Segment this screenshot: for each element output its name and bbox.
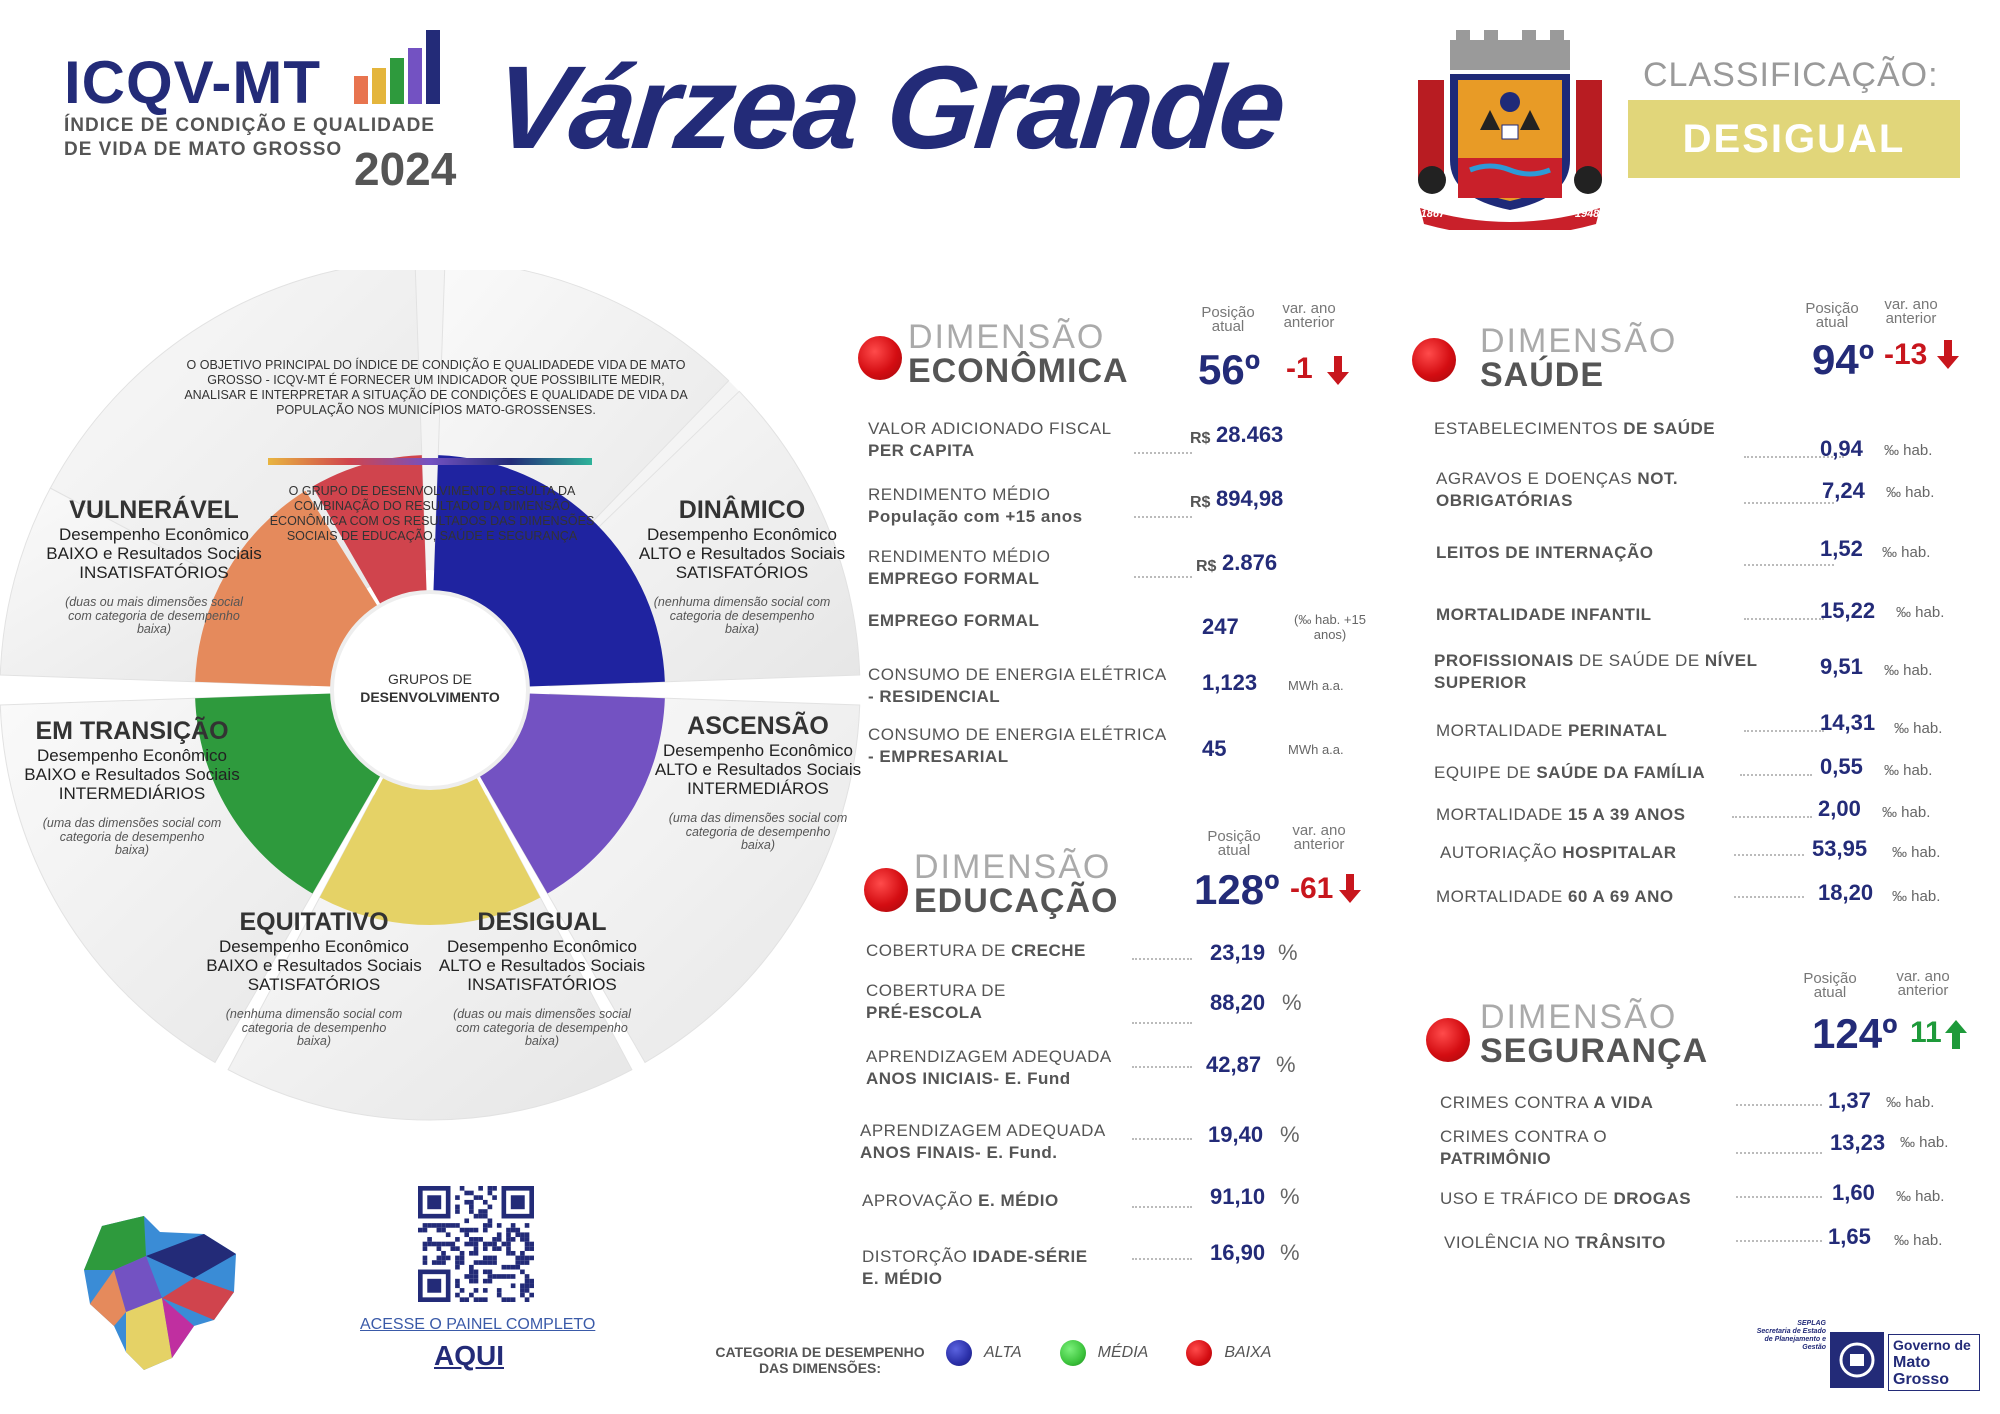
economica-position: 56º <box>1198 346 1261 393</box>
indicator-value: 0,94 <box>1820 436 1863 461</box>
indicator-value: 16,90 <box>1210 1240 1266 1265</box>
indicator-row: PROFISSIONAIS DE SAÚDE DE NÍVEL SUPERIOR <box>1434 651 1758 692</box>
seguranca-variation-label: var. ano anterior <box>1896 968 1950 999</box>
legend-dot-icon <box>1060 1340 1086 1366</box>
gov-logo-text: Governo de Mato Grosso <box>1888 1334 1980 1391</box>
educacao-position-label: Posição atual <box>1207 828 1261 859</box>
seplag-logo: SEPLAG Secretaria de Estado de Planejamento e Gestão <box>1756 1320 1826 1351</box>
arrow-down-icon <box>1936 340 1960 370</box>
indicator-row: RENDIMENTO MÉDIO População com +15 anos <box>868 485 1083 526</box>
legend-label: CATEGORIA DE DESEMPENHO DAS DIMENSÕES: <box>715 1344 925 1376</box>
indicator-value: 91,10 <box>1210 1184 1266 1209</box>
economica-variation-label: var. ano anterior <box>1282 300 1336 331</box>
group-equitativo: EQUITATIVO Desempenho Econômico BAIXO e Resultados Sociais SATISFATÓRIOS (nenhuma dimensão social com categoria de desempenho baixa) <box>206 908 422 1048</box>
brand-title: ICQV-MT <box>64 49 321 116</box>
indicator-value: 1,52 <box>1820 536 1863 561</box>
educacao-variation-label: var. ano anterior <box>1292 822 1346 853</box>
indicator-value: 14,31 <box>1820 710 1876 735</box>
group-description: O GRUPO DE DESENVOLVIMENTO RESULTA DA COMBINAÇÃO DO RESULTADO DA DIMENSÃO ECONÔMICA COM OS RESULTADOS DAS DIMENSÕES SOCIAIS DE EDUCAÇÃO, SAÚDE E SEGURANÇA <box>269 484 595 543</box>
indicator-value: 19,40 <box>1208 1122 1264 1147</box>
economica-position-label: Posição atual <box>1201 304 1255 335</box>
indicator-row: AGRAVOS E DOENÇAS NOT. OBRIGATÓRIAS <box>1436 469 1679 510</box>
panel-link[interactable]: ACESSE O PAINEL COMPLETO <box>360 1316 596 1333</box>
legend-dot-icon <box>946 1340 972 1366</box>
economica-title: DIMENSÃO ECONÔMICA <box>908 318 1129 390</box>
indicator-row: VIOLÊNCIA NO TRÂNSITO <box>1444 1233 1666 1252</box>
classification-badge: DESIGUAL <box>1628 100 1960 178</box>
indicator-value: 1,123 <box>1202 670 1258 695</box>
brand-year: 2024 <box>354 143 457 195</box>
bar-chart-icon <box>352 28 462 106</box>
group-vulneravel: VULNERÁVEL Desempenho Econômico BAIXO e Resultados Sociais INSATISFATÓRIOS (duas ou mais dimensões social com categoria de desempenho baixa) <box>46 496 262 636</box>
indicator-value: 1,37 <box>1828 1088 1871 1113</box>
arrow-down-icon <box>1338 874 1362 904</box>
legend-dot-icon <box>1186 1340 1212 1366</box>
educacao-status-dot <box>864 868 908 912</box>
group-em-transicao: EM TRANSIÇÃO Desempenho Econômico BAIXO e Resultados Sociais INTERMEDIÁRIOS (uma das dimensões social com categoria de desempenho baixa) <box>24 717 240 857</box>
indicator-value: 28.463 <box>1216 422 1284 447</box>
group-ascensao: ASCENSÃO Desempenho Econômico ALTO e Resultados Sociais INTERMEDIÁROS (uma das dimensões social com categoria de desempenho baixa) <box>654 712 862 852</box>
city-name: Várzea Grande <box>488 42 1290 174</box>
indicator-row: LEITOS DE INTERNAÇÃO <box>1436 543 1654 562</box>
classification-label: CLASSIFICAÇÃO: <box>1643 56 1939 94</box>
legend <box>946 1340 1271 1366</box>
center-label-line1: GRUPOS DE <box>387 671 472 687</box>
educacao-position: 128º <box>1194 866 1280 913</box>
indicator-row: APROVAÇÃO E. MÉDIO <box>862 1191 1059 1210</box>
indicator-value: 15,22 <box>1820 598 1876 623</box>
index-objective: O OBJETIVO PRINCIPAL DO ÍNDICE DE CONDIÇÃO E QUALIDADEDE VIDA DE MATO GROSSO - ICQV-MT É FORNECER UM INDICADOR QUE POSSIBILITE MEDIR, ANALISAR E INTERPRETAR A SITUAÇÃO DE CONDIÇÕES E QUALIDADE DE VIDA DA POPULAÇÃO NOS MUNICÍPIOS MATO-GROSSENSES. <box>184 358 688 417</box>
indicator-value: 7,24 <box>1822 478 1865 503</box>
crest-text: VÁRZEA GRANDE <box>1462 208 1558 220</box>
indicator-value: 2,00 <box>1818 796 1861 821</box>
indicator-row: EMPREGO FORMAL <box>868 611 1040 630</box>
indicator-row: COBERTURA DE PRÉ-ESCOLA <box>866 981 1006 1022</box>
indicator-row: APRENDIZAGEM ADEQUADA ANOS INICIAIS- E. Fund <box>866 1047 1112 1088</box>
indicator-row: CONSUMO DE ENERGIA ELÉTRICA - EMPRESARIAL <box>868 725 1167 766</box>
saude-title: DIMENSÃO SAÚDE <box>1480 322 1678 394</box>
indicator-value: 42,87 <box>1206 1052 1262 1077</box>
indicator-row: CRIMES CONTRA O PATRIMÔNIO <box>1440 1127 1608 1168</box>
indicator-value: 53,95 <box>1812 836 1868 861</box>
educacao-title: DIMENSÃO EDUCAÇÃO <box>914 848 1119 920</box>
indicator-value: 45 <box>1202 736 1227 761</box>
economica-status-dot <box>858 336 902 380</box>
indicator-value: 18,20 <box>1818 880 1874 905</box>
indicator-row: RENDIMENTO MÉDIO EMPREGO FORMAL <box>868 547 1051 588</box>
city-crest-icon <box>1410 30 1610 230</box>
seguranca-status-dot <box>1426 1018 1470 1062</box>
gov-emblem-icon <box>1830 1332 1884 1388</box>
indicator-row: DISTORÇÃO IDADE-SÉRIE E. MÉDIO <box>862 1247 1088 1288</box>
educacao-variation: -61 <box>1290 872 1334 905</box>
brand-subtitle: ÍNDICE DE CONDIÇÃO E QUALIDADE DE VIDA DE MATO GROSSO <box>64 115 435 160</box>
arrow-up-icon <box>1944 1020 1968 1050</box>
indicator-value: 9,51 <box>1820 654 1863 679</box>
indicator-row: MORTALIDADE INFANTIL <box>1436 605 1652 624</box>
indicator-row: EQUIPE DE SAÚDE DA FAMÍLIA <box>1434 763 1706 782</box>
indicator-row: MORTALIDADE 60 A 69 ANO <box>1436 887 1674 906</box>
indicator-row: ESTABELECIMENTOS DE SAÚDE <box>1434 419 1716 438</box>
qr-code-icon[interactable] <box>418 1186 534 1302</box>
saude-status-dot <box>1412 338 1456 382</box>
crest-year-right: 1948 <box>1574 208 1600 220</box>
indicator-row: CONSUMO DE ENERGIA ELÉTRICA - RESIDENCIAL <box>868 665 1167 706</box>
indicator-row: CRIMES CONTRA A VIDA <box>1440 1093 1654 1112</box>
seguranca-title: DIMENSÃO SEGURANÇA <box>1480 998 1709 1070</box>
seguranca-variation: 11 <box>1910 1016 1942 1049</box>
indicator-row: VALOR ADICIONADO FISCAL PER CAPITA <box>868 419 1112 460</box>
indicator-row: USO E TRÁFICO DE DROGAS <box>1440 1189 1692 1208</box>
saude-position: 94º <box>1812 336 1875 383</box>
group-desigual: DESIGUAL Desempenho Econômico ALTO e Resultados Sociais INSATISFATÓRIOS (duas ou mais dimensões social com categoria de desempenho baixa) <box>438 908 646 1048</box>
seguranca-position-label: Posição atual <box>1803 970 1857 1001</box>
indicator-row: AUTORIAÇÃO HOSPITALAR <box>1440 843 1677 862</box>
here-link[interactable]: AQUI <box>434 1340 504 1371</box>
indicator-row: COBERTURA DE CRECHE <box>866 941 1086 960</box>
indicator-value: 1,60 <box>1832 1180 1875 1205</box>
mato-grosso-map-icon <box>74 1208 244 1378</box>
seguranca-position: 124º <box>1812 1010 1898 1057</box>
crest-year-left: 1867 <box>1420 208 1446 220</box>
indicator-row: APRENDIZAGEM ADEQUADA ANOS FINAIS- E. Fund. <box>860 1121 1106 1162</box>
legend-item-alta: ALTA <box>946 1340 1022 1366</box>
indicator-value: 247 <box>1202 614 1239 639</box>
saude-position-label: Posição atual <box>1805 300 1859 331</box>
indicator-value: 1,65 <box>1828 1224 1871 1249</box>
economica-variation: -1 <box>1286 352 1313 385</box>
indicator-value: 13,23 <box>1830 1130 1886 1155</box>
center-label-line2: DESENVOLVIMENTO <box>360 689 500 705</box>
indicator-value: 23,19 <box>1210 940 1266 965</box>
saude-variation: -13 <box>1884 338 1928 371</box>
legend-item-baixa: BAIXA <box>1186 1340 1271 1366</box>
indicator-value: 894,98 <box>1216 486 1284 511</box>
indicator-value: 0,55 <box>1820 754 1863 779</box>
indicator-row: MORTALIDADE 15 A 39 ANOS <box>1436 805 1686 824</box>
arrow-down-icon <box>1326 356 1350 386</box>
indicator-row: MORTALIDADE PERINATAL <box>1436 721 1668 740</box>
legend-item-media: MÉDIA <box>1060 1340 1149 1366</box>
saude-variation-label: var. ano anterior <box>1884 296 1938 327</box>
indicator-value: 2.876 <box>1222 550 1278 575</box>
group-dinamico: DINÂMICO Desempenho Econômico ALTO e Resultados Sociais SATISFATÓRIOS (nenhuma dimensão social com categoria de desempenho baixa) <box>638 496 846 636</box>
indicator-value: 88,20 <box>1210 990 1266 1015</box>
